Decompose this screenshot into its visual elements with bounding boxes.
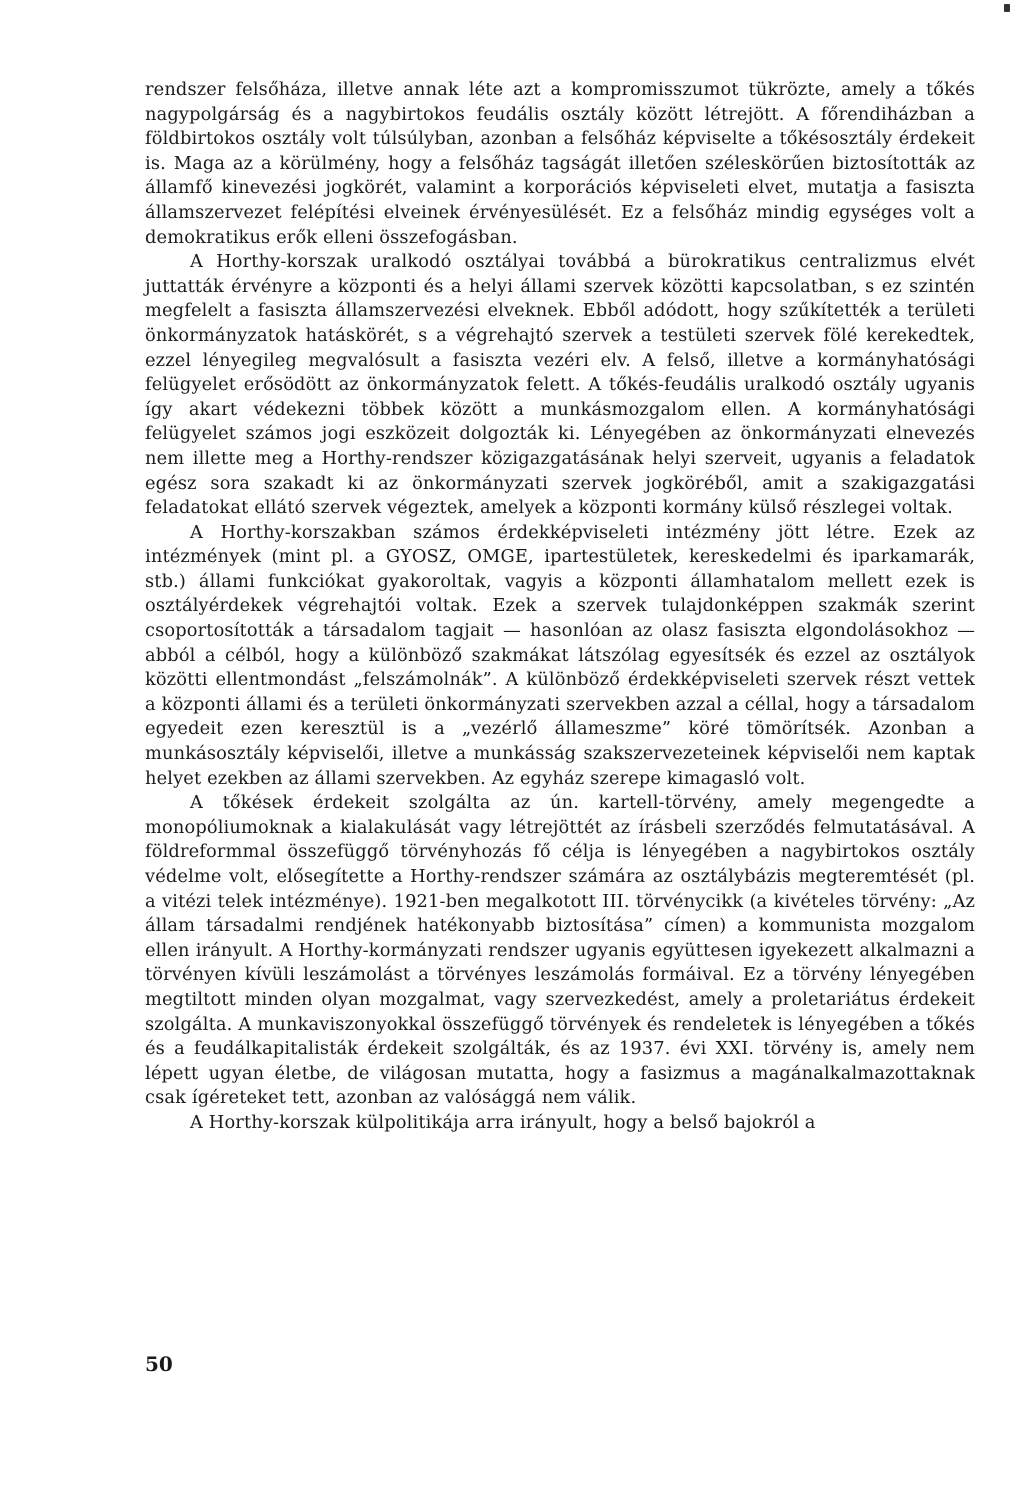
paragraph-5: A Horthy-korszak külpolitikája arra irányult, hogy a belső bajokról a	[190, 1111, 816, 1133]
print-speck	[1004, 4, 1010, 12]
page-number: 50	[145, 1352, 173, 1376]
paragraph-4: A tőkések érdekeit szolgálta az ún. kartell-törvény, amely megengedte a monopóliumoknak a kialakulását vagy létrejöttét az írásbeli szerződés felmutatásával. A földreformmal összefüggő törvényhozás fő célja is lényegében a nagybirtokos osztály védelme volt, elősegítette a Horthy-rendszer számára az osztálybázis megteremtését (pl. a vitézi telek intézménye). 1921-ben megalkotott III. törvénycikk (a kivételes törvény: „Az állam társadalmi rendjének hatékonyabb biztosítása” címen) a kommunista mozgalom ellen irányult. A Horthy-kormányzati rendszer ugyanis együttesen igyekezett alkalmazni a törvényen kívüli leszámolást a törvényes leszámolás formáival. Ez a törvény lényegében megtiltott minden olyan mozgalmat, vagy szervezkedést, amely a proletariátus érdekeit szolgálta. A munkaviszonyokkal összefüggő törvények és rendeletek is lényegében a tőkés és a feudálkapitalisták érdekeit szolgálták, és az 1937. évi XXI. törvény is, amely nem lépett ugyan életbe, de világosan mutatta, hogy a fasizmus a magánalkalmazottaknak csak ígéreteket tett, azonban az valósággá nem válik.	[145, 792, 975, 1109]
paragraph-1: rendszer felsőháza, illetve annak léte azt a kompromisszumot tükrözte, amely a tőkés nagypolgárság és a nagybirtokos feudális osztály között létrejött. A főrendiházban a földbirtokos osztály volt túlsúlyban, azonban a felsőház képviselte a tőkésosztály érdekeit is. Maga az a körülmény, hogy a felsőház tagságát illetően széleskörűen biztosították az államfő kinevezési jogkörét, valamint a korporációs képviseleti elvet, mutatja a fasiszta államszervezet felépítési elveinek érvényesülését. Ez a felsőház mindig egységes volt a demokratikus erők elleni összefogásban.	[145, 79, 975, 248]
paragraph-3: A Horthy-korszakban számos érdekképviseleti intézmény jött létre. Ezek az intézmények (mint pl. a GYOSZ, OMGE, ipartestületek, kereskedelmi és iparkamarák, stb.) állami funkciókat gyakoroltak, vagyis a központi államhatalom mellett ezek is osztályérdekek végrehajtói voltak. Ezek a szervek tulajdonképpen szakmák szerint csoportosították a társadalom tagjait — hasonlóan az olasz fasiszta elgondolásokhoz — abból a célból, hogy a különböző szakmákat látszólag egyesítsék és ezzel az osztályok közötti ellentmondást „felszámolnák”. A különböző érdekképviseleti szervek részt vettek a központi állami és a területi önkormányzati szervekben azzal a céllal, hogy a társadalom egyedeit ezen keresztül is a „vezérlő állameszme” köré tömörítsék. Azonban a munkásosztály képviselői, illetve a munkásság szakszervezeteinek képviselői nem kaptak helyet ezekben az állami szervekben. Az egyház szerepe kimagasló volt.	[145, 521, 975, 789]
body-text	[145, 78, 975, 1136]
paragraph-2: A Horthy-korszak uralkodó osztályai továbbá a bürokratikus centralizmus elvét juttatták érvényre a központi és a helyi állami szervek közötti kapcsolatban, s ez szintén megfelelt a fasiszta államszervezési elveknek. Ebből adódott, hogy szűkítették a területi önkormányzatok hatáskörét, s a végrehajtó szervek a testületi szervek fölé kerekedtek, ezzel lényegileg megvalósult a fasiszta vezéri elv. A felső, illetve a kormányhatósági felügyelet erősödött az önkormányzatok felett. A tőkés-feudális uralkodó osztály ugyanis így akart védekezni többek között a munkásmozgalom ellen. A kormányhatósági felügyelet számos jogi eszközeit dolgozták ki. Lényegében az önkormányzati elnevezés nem illette meg a Horthy-rendszer közigazgatásának helyi szerveit, ugyanis a feladatok egész sora szakadt ki az önkormányzati szervek jogköréből, amit a szakigazgatási feladatokat ellátó szervek végeztek, amelyek a központi kormány külső részlegei voltak.	[145, 251, 975, 519]
